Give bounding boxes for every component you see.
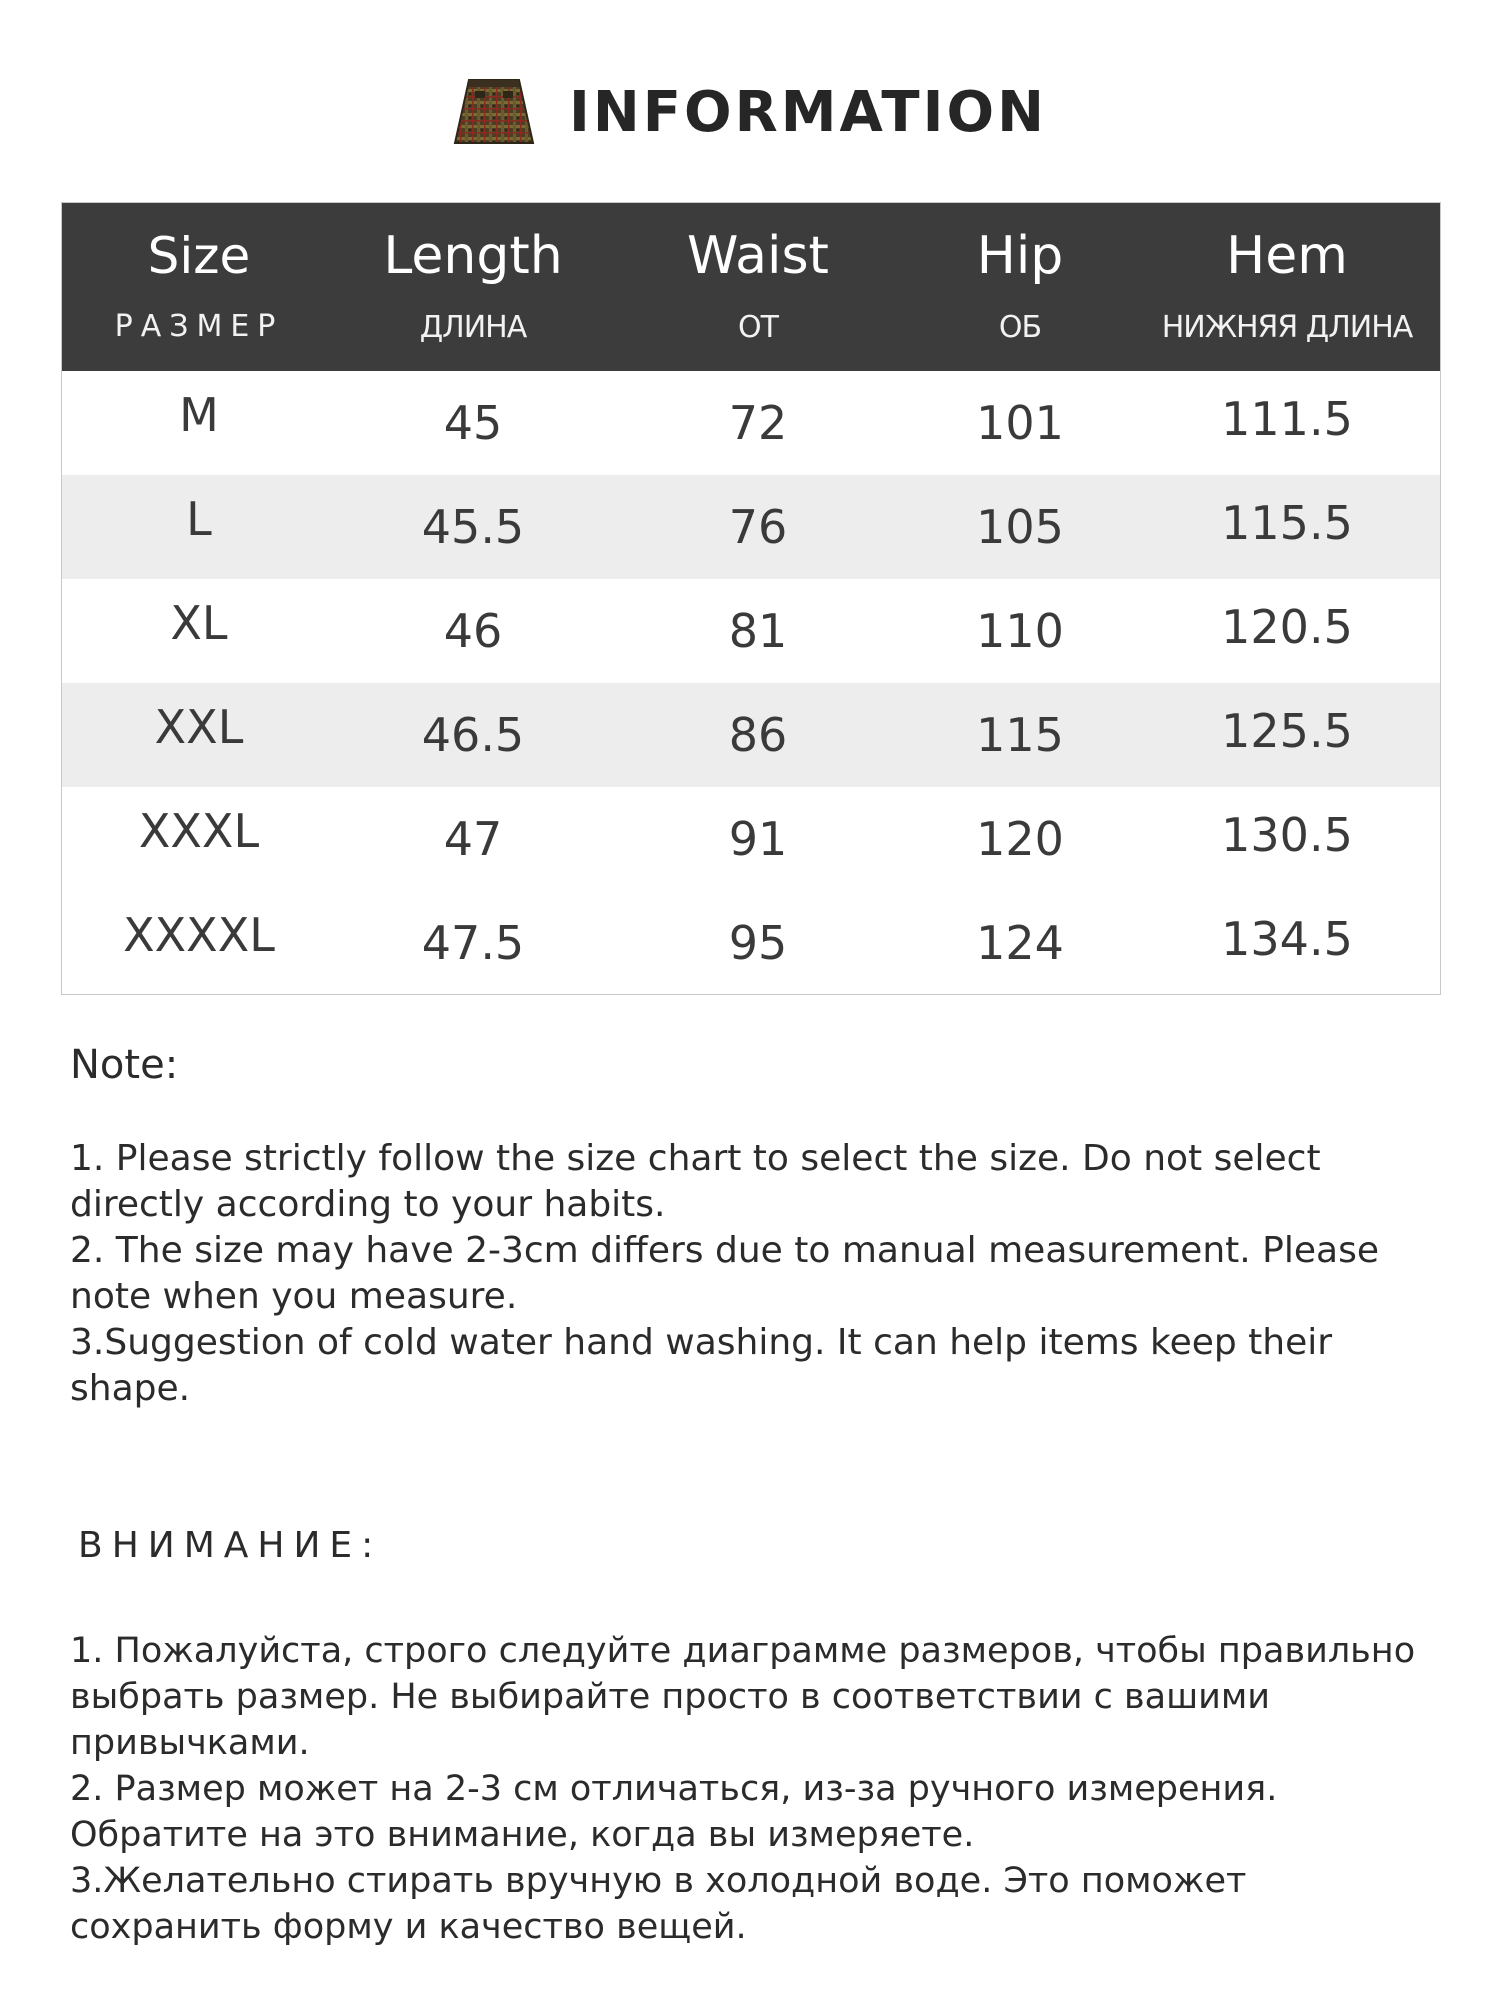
cell-hem: 120.5 bbox=[1221, 600, 1353, 654]
cell-length: 45 bbox=[443, 396, 503, 450]
cell-waist: 72 bbox=[728, 396, 788, 450]
column-label-ru: ДЛИНА bbox=[419, 309, 527, 345]
cell-size: L bbox=[186, 492, 212, 546]
cell-length: 46 bbox=[443, 604, 503, 658]
cell-hip: 120 bbox=[976, 812, 1064, 866]
cell-hem: 125.5 bbox=[1221, 704, 1353, 758]
column-label-en: Size bbox=[147, 226, 251, 285]
cell-length: 46.5 bbox=[421, 708, 525, 762]
column-label-ru: НИЖНЯЯ ДЛИНА bbox=[1161, 309, 1413, 345]
ru-note-line: 2. Размер может на 2-3 см отличаться, из-за ручного измерения. bbox=[70, 1769, 1278, 1809]
cell-waist: 81 bbox=[728, 604, 788, 658]
column-header-hip bbox=[906, 203, 1134, 371]
cell-hip: 110 bbox=[976, 604, 1064, 658]
ru-note-line: сохранить форму и качество вещей. bbox=[70, 1907, 747, 1947]
cell-hem: 134.5 bbox=[1221, 912, 1353, 966]
column-header-size bbox=[62, 203, 336, 371]
cell-hip: 124 bbox=[976, 916, 1064, 970]
table-row bbox=[62, 371, 1440, 475]
cell-hip: 105 bbox=[976, 500, 1064, 554]
ru-note-line: привычками. bbox=[70, 1723, 310, 1763]
ru-note-line: выбрать размер. Не выбирайте просто в соответствии с вашими bbox=[70, 1677, 1271, 1717]
cell-waist: 95 bbox=[728, 916, 788, 970]
cell-length: 45.5 bbox=[421, 500, 525, 554]
table-row bbox=[62, 683, 1440, 787]
cell-hem: 111.5 bbox=[1221, 392, 1353, 446]
cell-waist: 76 bbox=[728, 500, 788, 554]
cell-length: 47.5 bbox=[421, 916, 525, 970]
cell-size: XXXXL bbox=[123, 908, 275, 962]
page-header bbox=[0, 72, 1500, 152]
note-line: 2. The size may have 2-3cm differs due to manual measurement. Please bbox=[70, 1230, 1379, 1271]
cell-waist: 91 bbox=[728, 812, 788, 866]
ru-note-line: 1. Пожалуйста, строго следуйте диаграмме размеров, чтобы правильно bbox=[70, 1631, 1416, 1671]
table-row bbox=[62, 891, 1440, 995]
column-label-en: Hip bbox=[976, 225, 1064, 286]
column-header-waist bbox=[610, 203, 906, 371]
cell-size: M bbox=[179, 388, 219, 442]
column-label-ru: РАЗМЕР bbox=[114, 308, 284, 344]
note-line: 3.Suggestion of cold water hand washing. It can help items keep their bbox=[70, 1322, 1333, 1363]
page-title: INFORMATION bbox=[569, 79, 1047, 145]
cell-size: XXXL bbox=[138, 804, 260, 858]
column-label-en: Length bbox=[383, 225, 563, 286]
column-header-hem bbox=[1134, 203, 1440, 371]
note-title: Note: bbox=[70, 1042, 179, 1088]
column-label-ru: ОБ bbox=[998, 309, 1042, 345]
cell-hip: 115 bbox=[976, 708, 1064, 762]
note-line: shape. bbox=[70, 1368, 191, 1409]
russian-notes bbox=[70, 1525, 1460, 1950]
column-label-en: Hem bbox=[1226, 225, 1348, 286]
ru-note-line: Обратите на это внимание, когда вы измеряете. bbox=[70, 1815, 975, 1855]
ru-note-title: ВНИМАНИЕ: bbox=[78, 1525, 383, 1566]
cell-length: 47 bbox=[443, 812, 503, 866]
note-line: directly according to your habits. bbox=[70, 1184, 666, 1225]
note-line: 1. Please strictly follow the size chart to select the size. Do not select bbox=[70, 1138, 1321, 1179]
cell-hip: 101 bbox=[976, 396, 1064, 450]
table-row bbox=[62, 579, 1440, 683]
ru-note-line: 3.Желательно стирать вручную в холодной воде. Это поможет bbox=[70, 1861, 1247, 1901]
table-row bbox=[62, 787, 1440, 891]
column-label-ru: ОТ bbox=[738, 309, 778, 345]
note-line: note when you measure. bbox=[70, 1276, 518, 1317]
english-notes bbox=[70, 1042, 1450, 1412]
cell-waist: 86 bbox=[728, 708, 788, 762]
size-chart-table bbox=[61, 202, 1441, 995]
cell-size: XXL bbox=[154, 700, 244, 754]
table-header bbox=[62, 203, 1440, 371]
table-row bbox=[62, 475, 1440, 579]
cell-size: XL bbox=[170, 596, 228, 650]
column-header-length bbox=[336, 203, 610, 371]
plaid-skirt-icon bbox=[453, 77, 535, 147]
column-label-en: Waist bbox=[687, 225, 829, 286]
cell-hem: 115.5 bbox=[1221, 496, 1353, 550]
cell-hem: 130.5 bbox=[1221, 808, 1353, 862]
